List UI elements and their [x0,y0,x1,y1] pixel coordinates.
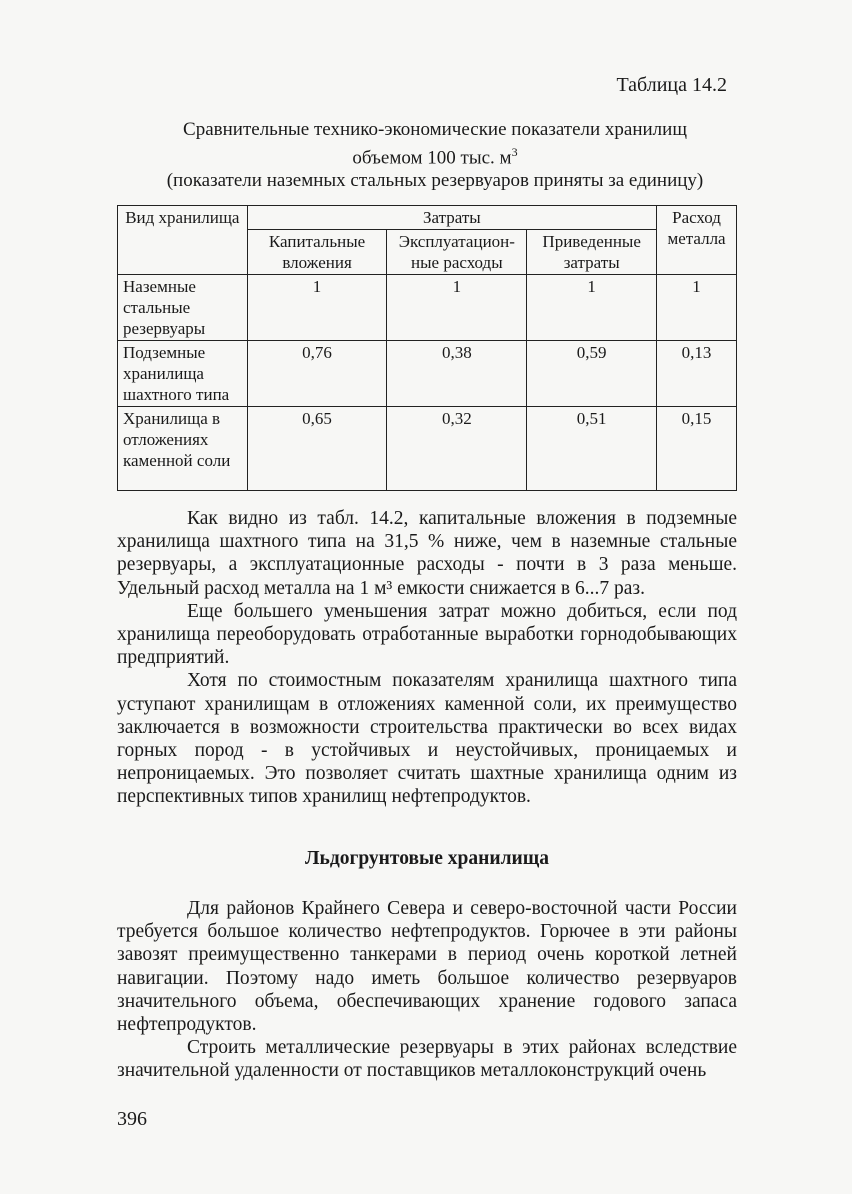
caption-line-2-text: объемом 100 тыс. м [352,147,512,169]
paragraph: Еще большего уменьшения затрат можно добиться, если под хранилища переоборудовать отработанные выработки горнодобывающих предприятий. [117,600,737,669]
body-section-2 [117,897,737,1083]
paragraph: Как видно из табл. 14.2, капитальные вложения в подземные хранилища шахтного типа на 31,5 % ниже, чем в наземные стальные резервуары, а эксплуатационные расходы - почти в 3 раза меньше. Удельный расход металла на 1 м³ емкости снижается в 6...7 раз. [117,508,737,599]
table-row [118,407,737,491]
comparison-table [117,205,737,491]
paragraph: Строить металлические резервуары в этих районах вследствие значительной удаленности от поставщиков металлоконструкций очень [117,1037,737,1082]
row-name: Наземные стальные резервуары [118,275,248,341]
table-caption [110,118,760,192]
cell-operating: 1 [387,275,527,341]
cell-reduced: 0,59 [527,341,657,407]
cell-capital: 0,65 [247,407,387,491]
table-row [118,275,737,341]
cell-capital: 1 [247,275,387,341]
cell-operating: 0,32 [387,407,527,491]
cell-metal: 0,13 [657,341,737,407]
caption-line-1: Сравнительные технико-экономические показатели хранилищ [183,119,687,140]
table-row [118,341,737,407]
body-section-1 [117,507,737,809]
header-capital-investment: Капитальные вложения [247,230,387,275]
cell-metal: 1 [657,275,737,341]
cell-metal: 0,15 [657,407,737,491]
header-reduced-costs: Приведенные затраты [527,230,657,275]
cell-reduced: 0,51 [527,407,657,491]
header-storage-type: Вид хранилища [118,206,248,275]
caption-line-2 [110,141,760,169]
page-number: 396 [117,1108,147,1130]
caption-superscript: 3 [511,145,518,159]
caption-line-3: (показатели наземных стальных резервуаров приняты за единицу) [166,170,704,192]
row-name: Хранилища в отложениях каменной соли [118,407,248,491]
header-costs: Затраты [247,206,656,230]
header-metal-consumption: Расход металла [657,206,737,275]
section-heading: Льдогрунтовые хранилища [305,848,549,869]
table-label: Таблица 14.2 [616,74,727,96]
paragraph: Хотя по стоимостным показателям хранилища шахтного типа уступают хранилищам в отложениях каменной соли, их преимущество заключается в возможности строительства практически во всех видах горных пород - в устойчивых и неустойчивых, проницаемых и непроницаемых. Это позволяет считать шахтные хранилища одним из перспективных типов хранилищ нефтепродуктов. [117,670,737,808]
cell-operating: 0,38 [387,341,527,407]
row-name: Подземные хранилища шахтного типа [118,341,248,407]
header-operating-costs: Эксплуатацион-ные расходы [387,230,527,275]
paragraph: Для районов Крайнего Севера и северо-восточной части России требуется большое количество нефтепродуктов. Горючее в эти районы завозят преимущественно танкерами в период очень короткой летней навигации. Поэтому надо иметь большое количество резервуаров значительного объема, обеспечивающих хранение годового запаса нефтепродуктов. [117,898,737,1036]
cell-capital: 0,76 [247,341,387,407]
cell-reduced: 1 [527,275,657,341]
